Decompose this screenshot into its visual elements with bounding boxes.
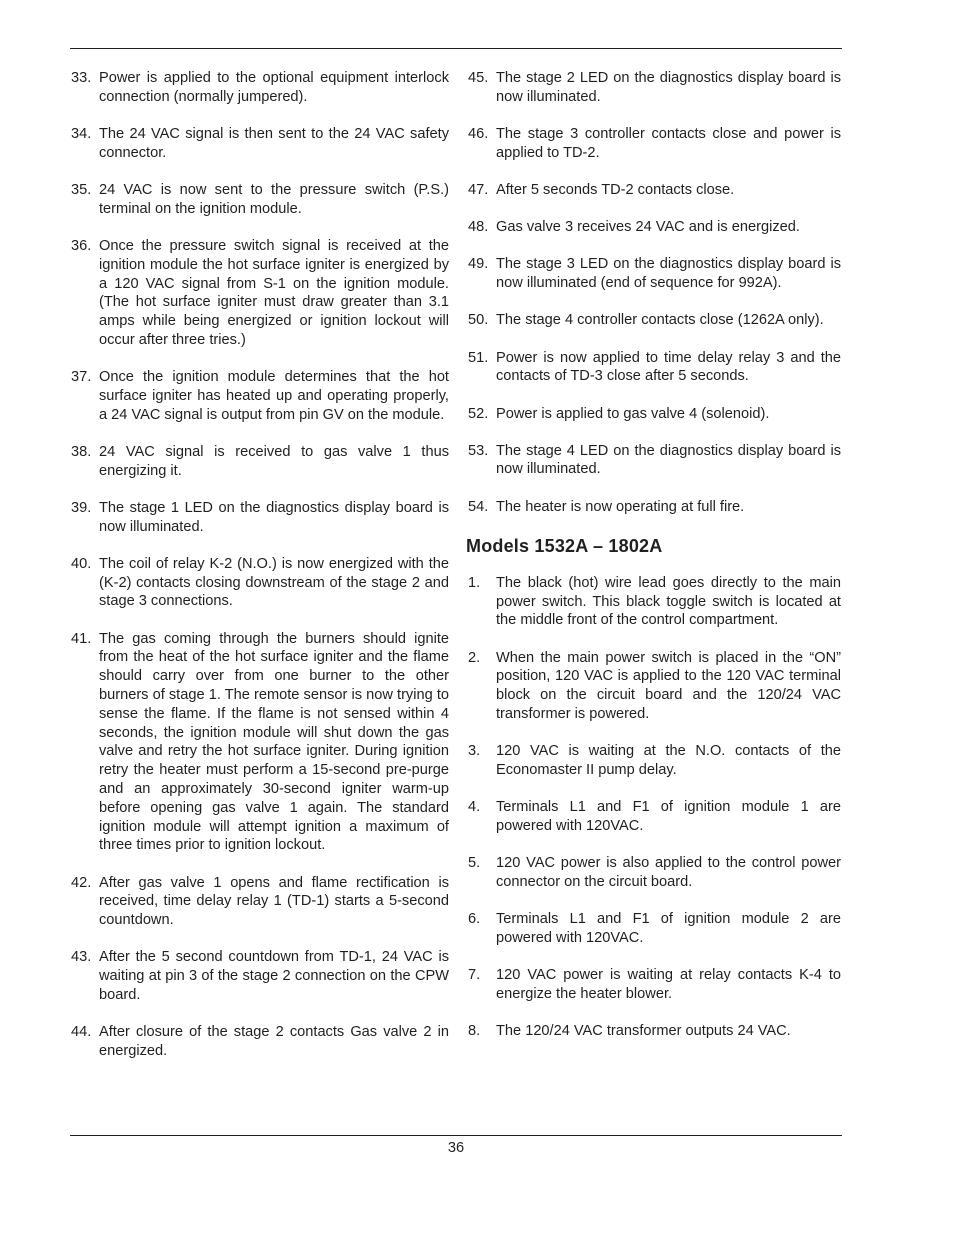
- item-number: 41.: [71, 630, 92, 647]
- list-item: [69, 630, 449, 856]
- item-number: 47.: [468, 181, 489, 198]
- item-text: The coil of relay K-2 (N.O.) is now energized with the (K-2) contacts closing downstream of the stage 2 and stage 3 connections.: [99, 555, 449, 610]
- item-number: 44.: [71, 1024, 92, 1041]
- item-number: 5.: [468, 855, 481, 872]
- item-text: After the 5 second countdown from TD-1, 24 VAC is waiting at pin 3 of the stage 2 connection on the CPW board.: [99, 949, 449, 1003]
- item-number: 8.: [468, 1023, 481, 1040]
- item-text: The stage 1 LED on the diagnostics display board is now illuminated.: [99, 499, 449, 535]
- list-item: [466, 574, 841, 630]
- list-item: [466, 218, 841, 237]
- list-item: [466, 798, 841, 836]
- list-item: [69, 181, 449, 219]
- item-text: Power is now applied to time delay relay 3 and the contacts of TD-3 close after 5 seconds.: [496, 349, 841, 385]
- item-text: The black (hot) wire lead goes directly to the main power switch. This black toggle switch is located at the middle front of the control compartment.: [496, 574, 841, 629]
- item-number: 50.: [468, 312, 489, 329]
- list-item: [466, 181, 841, 200]
- item-number: 53.: [468, 442, 489, 459]
- item-number: 38.: [71, 443, 92, 460]
- list-item: [466, 649, 841, 724]
- item-number: 52.: [468, 405, 489, 422]
- list-item: [466, 498, 841, 517]
- item-number: 46.: [468, 125, 489, 142]
- item-text: 120 VAC is waiting at the N.O. contacts of the Economaster II pump delay.: [496, 743, 841, 779]
- item-number: 34.: [71, 125, 92, 142]
- item-number: 3.: [468, 743, 481, 760]
- list-item: [466, 1022, 841, 1041]
- item-text: Once the pressure switch signal is received at the ignition module the hot surface igniter is energized by a 120 VAC signal from S-1 on the ignition module. (The hot surface igniter must draw greater than 3.1 amps while being energized or ignition lockout will occur after three tries.): [99, 237, 449, 348]
- item-number: 6.: [468, 911, 481, 928]
- item-text: Power is applied to gas valve 4 (solenoid).: [496, 405, 770, 422]
- list-item: [466, 255, 841, 293]
- item-text: 120 VAC power is also applied to the control power connector on the circuit board.: [496, 855, 841, 890]
- item-number: 2.: [468, 649, 481, 666]
- item-number: 51.: [468, 349, 489, 366]
- item-number: 48.: [468, 219, 489, 236]
- item-text: 120 VAC power is waiting at relay contacts K-4 to energize the heater blower.: [496, 967, 841, 1002]
- list-item: [466, 69, 841, 107]
- item-number: 40.: [71, 555, 92, 572]
- item-text: 24 VAC signal is received to gas valve 1 thus energizing it.: [99, 443, 449, 479]
- item-number: 37.: [71, 369, 92, 386]
- item-text: The 24 VAC signal is then sent to the 24 VAC safety connector.: [99, 125, 449, 161]
- page-number: 36: [447, 1140, 465, 1156]
- list-item: [69, 948, 449, 1004]
- list-item: [69, 499, 449, 537]
- item-text: 24 VAC is now sent to the pressure switch (P.S.) terminal on the ignition module.: [99, 181, 449, 217]
- list-item: [69, 555, 449, 611]
- right-column: [466, 69, 841, 1059]
- list-item: [466, 854, 841, 892]
- item-text: The gas coming through the burners should ignite from the heat of the hot surface igniter and the flame should carry over from one burner to the other burners of stage 1. The remote sensor is now trying to sense the flame. If the flame is not sensed within 4 seconds, the ignition module will shut down the gas valve and retry the hot surface igniter. During ignition retry the heater must perform a 15-second pre-purge and an approximately 30-second igniter warm-up before opening gas valve 1 again. The standard ignition module will attempt ignition a maximum of three times prior to ignition lockout.: [99, 630, 449, 854]
- item-number: 49.: [468, 256, 489, 273]
- item-text: The stage 3 LED on the diagnostics display board is now illuminated (end of sequence for 992A).: [496, 256, 841, 292]
- item-text: The heater is now operating at full fire.: [496, 498, 745, 515]
- item-number: 1.: [468, 574, 481, 591]
- list-item: [466, 742, 841, 780]
- item-number: 39.: [71, 499, 92, 516]
- item-text: After 5 seconds TD-2 contacts close.: [496, 181, 735, 198]
- item-text: The stage 4 LED on the diagnostics display board is now illuminated.: [496, 442, 841, 478]
- list-item: [69, 368, 449, 424]
- left-column: [69, 69, 449, 1079]
- list-item: [466, 966, 841, 1004]
- item-text: The 120/24 VAC transformer outputs 24 VAC.: [496, 1023, 791, 1040]
- item-text: The stage 4 controller contacts close (1262A only).: [496, 312, 824, 329]
- item-text: Once the ignition module determines that the hot surface igniter has heated up and operating properly, a 24 VAC signal is output from pin GV on the module.: [99, 369, 449, 423]
- list-item: [69, 237, 449, 350]
- item-text: Gas valve 3 receives 24 VAC and is energized.: [496, 219, 800, 236]
- top-rule: [70, 48, 842, 49]
- item-number: 4.: [468, 799, 481, 816]
- list-item: [69, 1023, 449, 1061]
- list-item: [466, 125, 841, 163]
- item-number: 42.: [71, 874, 92, 891]
- item-text: After closure of the stage 2 contacts Gas valve 2 in energized.: [99, 1024, 449, 1059]
- item-text: Terminals L1 and F1 of ignition module 2 are powered with 120VAC.: [496, 911, 841, 946]
- list-item: [69, 443, 449, 481]
- item-text: Terminals L1 and F1 of ignition module 1 are powered with 120VAC.: [496, 799, 841, 834]
- bottom-rule: [70, 1135, 842, 1136]
- item-number: 43.: [71, 949, 92, 966]
- item-number: 54.: [468, 498, 489, 515]
- item-number: 35.: [71, 181, 92, 198]
- list-item: [466, 405, 841, 424]
- list-item: [466, 311, 841, 330]
- section-heading: Models 1532A – 1802A: [466, 535, 663, 556]
- item-text: After gas valve 1 opens and flame rectification is received, time delay relay 1 (TD-1) starts a 5-second countdown.: [99, 874, 449, 929]
- item-number: 7.: [468, 967, 481, 984]
- list-item: [466, 349, 841, 387]
- list-item: [466, 910, 841, 948]
- list-item: [69, 874, 449, 930]
- item-number: 33.: [71, 70, 92, 86]
- item-number: 45.: [468, 70, 489, 86]
- list-item: [69, 69, 449, 107]
- item-text: When the main power switch is placed in the “ON” position, 120 VAC is applied to the 120 VAC terminal block on the circuit board and the 120/24 VAC transformer is powered.: [496, 649, 841, 723]
- list-item: [466, 442, 841, 480]
- item-text: The stage 2 LED on the diagnostics display board is now illuminated.: [496, 70, 841, 105]
- list-item: [69, 125, 449, 163]
- item-text: The stage 3 controller contacts close and power is applied to TD-2.: [496, 125, 841, 161]
- item-text: Power is applied to the optional equipment interlock connection (normally jumpered).: [99, 70, 449, 105]
- item-number: 36.: [71, 237, 92, 254]
